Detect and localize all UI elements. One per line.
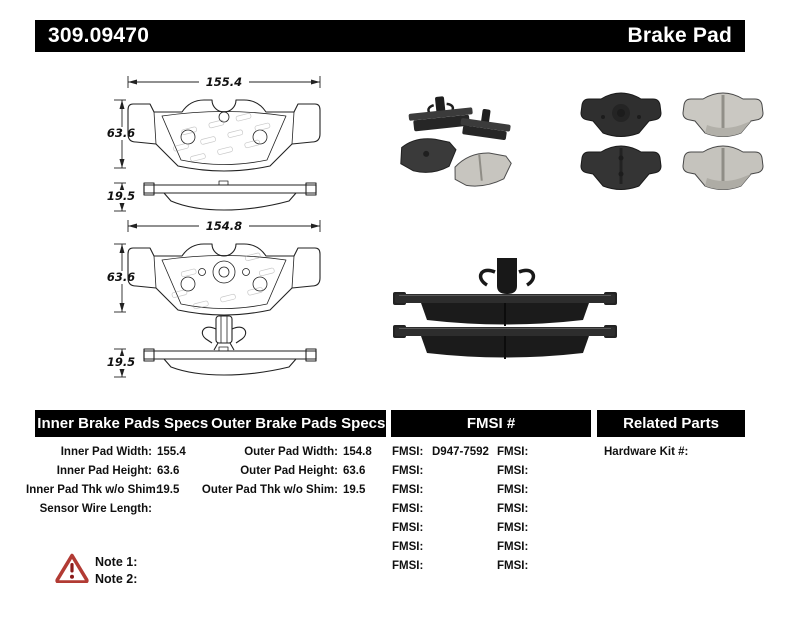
table-row: FMSI:: [497, 465, 529, 477]
outer-pad-top-view: [128, 244, 320, 315]
inner-pad-side-view: [144, 181, 316, 210]
part-number: 309.09470: [48, 24, 150, 47]
table-row: Inner Pad Width: 155.4: [60, 446, 186, 458]
table-row: FMSI:: [497, 541, 529, 553]
related-parts-title: Related Parts: [623, 415, 719, 432]
table-row: Inner Pad Height: 63.6: [56, 465, 180, 477]
specs-header-bar: [35, 410, 386, 437]
photo-pads-set: [573, 90, 773, 194]
table-row: FMSI:: [497, 484, 529, 496]
sensor-clip-drawing: [202, 316, 245, 350]
table-row: FMSI:: [497, 503, 529, 515]
outer-thickness-dimension: [104, 349, 139, 377]
related-parts-table: [604, 443, 693, 462]
svg-text:19.5: 19.5: [106, 355, 136, 369]
svg-text:155.4: 155.4: [205, 75, 243, 89]
note-1: Note 1:: [95, 555, 138, 569]
outer-pad-drawing: [100, 212, 360, 382]
related-parts-header-bar: [597, 410, 745, 437]
svg-text:63.6: 63.6: [106, 126, 136, 140]
table-row: Sensor Wire Length:: [39, 503, 152, 515]
title-bar: [35, 20, 745, 52]
fmsi-right-column: [497, 443, 537, 576]
svg-text:19.5: 19.5: [106, 189, 136, 203]
photo-pads-edge: [393, 252, 621, 364]
outer-pad-watermark: [167, 250, 278, 313]
inner-specs-title: Inner Brake Pads Specs: [37, 415, 209, 432]
outer-height-dimension: [104, 244, 139, 312]
table-row: Inner Pad Thk w/o Shim: 19.5: [26, 484, 180, 496]
fmsi-header-bar: [391, 410, 591, 437]
svg-text:154.8: 154.8: [205, 219, 243, 233]
note-2: Note 2:: [95, 572, 138, 586]
photo-pads-angled: [393, 92, 513, 192]
table-row: Outer Pad Height: 63.6: [240, 465, 366, 477]
table-row: FMSI:: [392, 560, 424, 572]
product-name: Brake Pad: [627, 24, 732, 47]
inner-pad-watermark: [170, 109, 274, 165]
fmsi-left-column: [392, 443, 489, 576]
inner-thickness-dimension: [104, 183, 139, 211]
inner-specs-table: [26, 443, 186, 519]
outer-specs-title: Outer Brake Pads Specs: [211, 415, 386, 432]
table-row: FMSI:: [392, 503, 424, 515]
table-row: FMSI:: [497, 560, 529, 572]
inner-pad-top-view: [128, 100, 320, 171]
table-row: FMSI: D947-7592: [392, 446, 489, 458]
table-row: FMSI:: [392, 484, 424, 496]
table-row: Hardware Kit #:: [604, 446, 689, 458]
table-row: FMSI:: [497, 522, 529, 534]
outer-width-dimension: [128, 219, 320, 233]
table-row: Outer Pad Width: 154.8: [244, 446, 372, 458]
inner-pad-drawing: [100, 70, 360, 216]
fmsi-title: FMSI #: [466, 415, 516, 432]
outer-specs-table: [188, 443, 372, 500]
outer-pad-side-view: [144, 347, 316, 375]
warning-triangle-icon: [55, 553, 89, 583]
table-row: FMSI:: [497, 446, 529, 458]
table-row: Outer Pad Thk w/o Shim: 19.5: [201, 484, 366, 496]
table-row: FMSI:: [392, 541, 424, 553]
svg-text:63.6: 63.6: [106, 270, 136, 284]
inner-height-dimension: [104, 100, 139, 168]
table-row: FMSI:: [392, 522, 424, 534]
table-row: FMSI:: [392, 465, 424, 477]
inner-width-dimension: [128, 75, 320, 89]
